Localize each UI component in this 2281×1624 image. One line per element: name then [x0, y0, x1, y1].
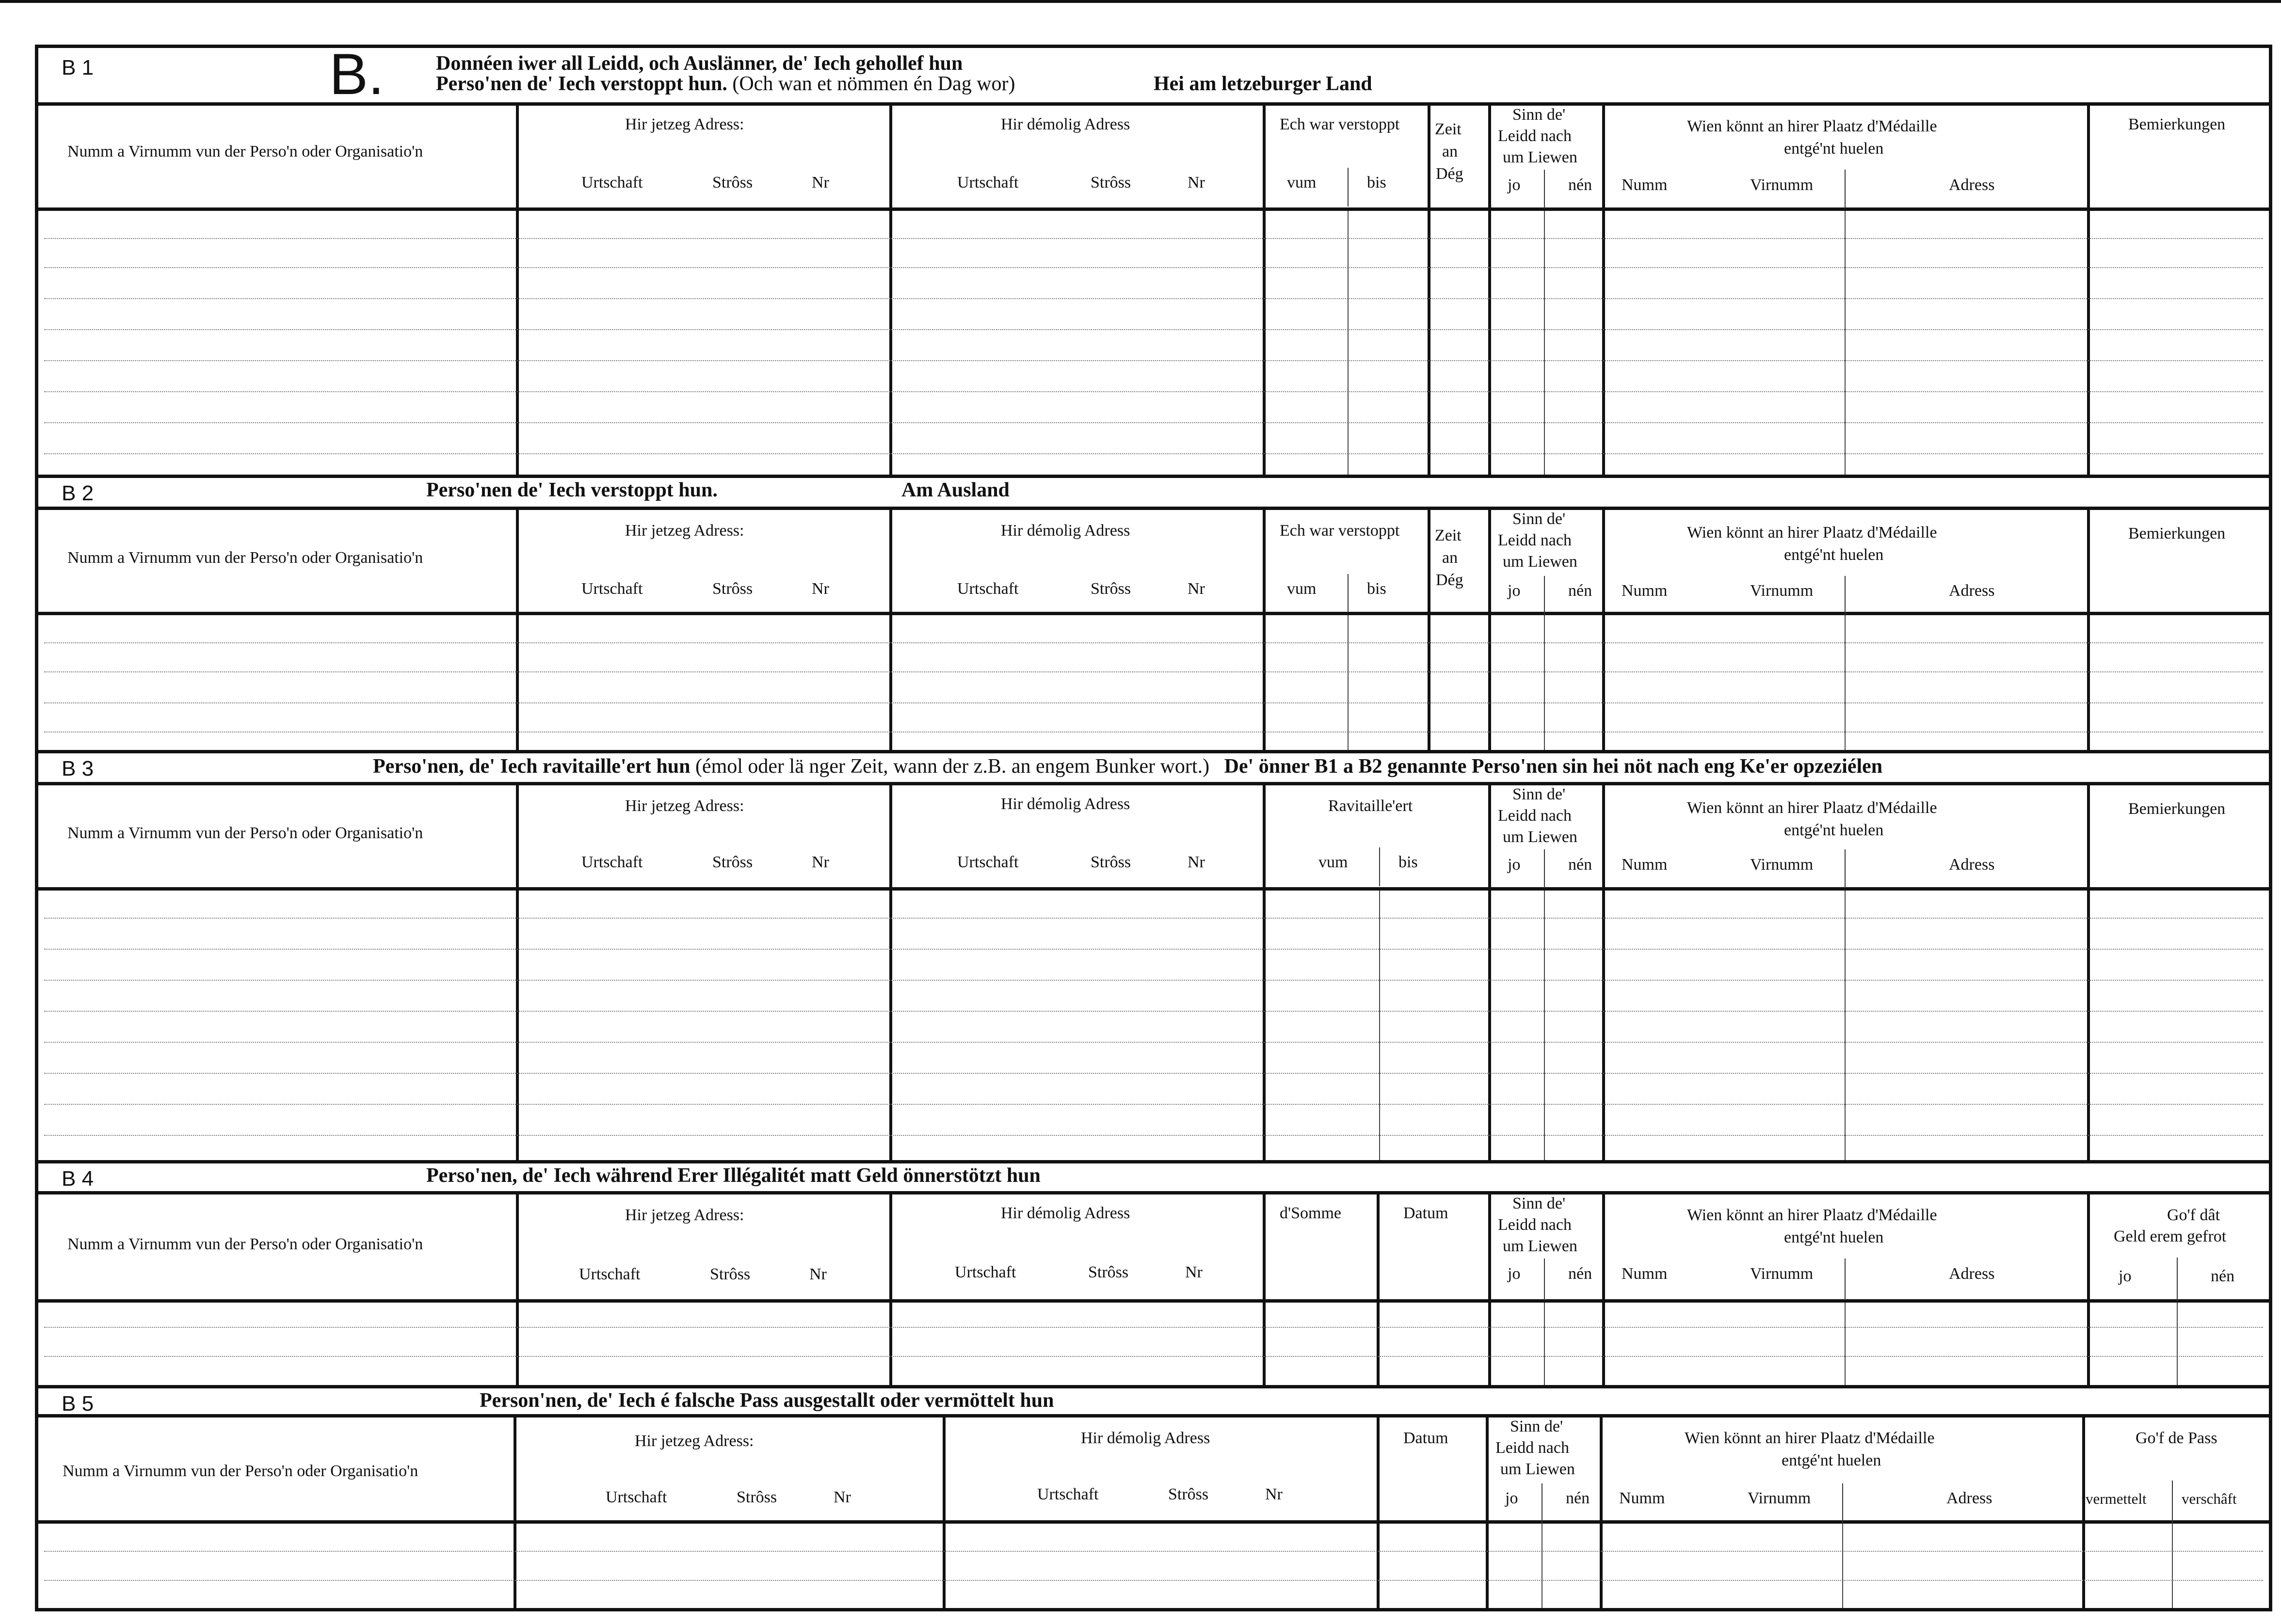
header-virnumm: Virnumm	[1750, 582, 1814, 600]
header-former-address: Hir démolig Adress	[1001, 795, 1130, 813]
section-b2	[38, 475, 2269, 750]
header-current-address: Hir jetzeg Adress:	[635, 1432, 754, 1450]
header-hidden: Ech war verstoppt	[1280, 522, 1400, 540]
header-adress: Adress	[1946, 1489, 1992, 1507]
header-stross: Strôss	[712, 853, 753, 871]
title-text: Perso'nen de' Iech verstoppt hun.	[436, 73, 727, 95]
header-row	[38, 782, 2269, 891]
entry-rows[interactable]	[38, 211, 2269, 475]
section-b1	[38, 42, 2269, 475]
top-rule	[0, 0, 2281, 3]
header-zeit: Zeit	[1435, 526, 1462, 544]
header-virnumm: Virnumm	[1750, 176, 1814, 194]
header-leidd-nach: Leidd nach	[1498, 1216, 1572, 1234]
header-stross: Strôss	[712, 580, 753, 598]
header-bemierkungen: Bemierkungen	[2128, 525, 2226, 542]
header-urtschaft: Urtschaft	[1037, 1485, 1099, 1503]
header-name: Numm a Virnumm vun der Perso'n oder Organisatio'n	[67, 549, 423, 567]
header-medaille: Wien könnt an hirer Plaatz d'Médaille	[1687, 799, 1937, 817]
header-medaille: Wien könnt an hirer Plaatz d'Médaille	[1685, 1429, 1935, 1447]
section-code: B 3	[62, 757, 94, 780]
header-jo: jo	[1508, 1265, 1521, 1283]
header-medaille: Wien könnt an hirer Plaatz d'Médaille	[1687, 524, 1937, 541]
section-title: Perso'nen de' Iech verstoppt hun.	[426, 479, 718, 501]
section-code: B 1	[62, 56, 94, 80]
header-virnumm: Virnumm	[1750, 1265, 1814, 1283]
header-leidd-nach: Leidd nach	[1495, 1439, 1569, 1457]
header-geld-2: Geld erem gefrot	[2114, 1227, 2227, 1245]
header-urtschaft: Urtschaft	[957, 174, 1019, 191]
header-datum: Datum	[1403, 1429, 1448, 1447]
header-current-address: Hir jetzeg Adress:	[625, 797, 744, 815]
header-adress: Adress	[1949, 582, 1995, 600]
header-former-address: Hir démolig Adress	[1001, 115, 1130, 133]
header-an: an	[1442, 143, 1458, 160]
header-nr: Nr	[1185, 1263, 1203, 1281]
header-medaille: Wien könnt an hirer Plaatz d'Médaille	[1687, 1206, 1937, 1224]
header-row	[38, 1191, 2269, 1303]
header-current-address: Hir jetzeg Adress:	[625, 115, 744, 133]
header-jo: jo	[2119, 1267, 2132, 1285]
header-vermettelt: vermettelt	[2086, 1490, 2147, 1507]
header-stross: Strôss	[1091, 580, 1131, 598]
section-code: B 4	[62, 1167, 94, 1191]
section-title-line2	[436, 72, 1015, 96]
header-bemierkungen: Bemierkungen	[2128, 800, 2226, 818]
header-name: Numm a Virnumm vun der Perso'n oder Organisatio'n	[67, 824, 423, 842]
header-name: Numm a Virnumm vun der Perso'n oder Organisatio'n	[67, 1235, 423, 1253]
header-sinn: Sinn de'	[1512, 785, 1566, 803]
header-um-liewen: um Liewen	[1503, 148, 1577, 166]
header-urtschaft: Urtschaft	[606, 1488, 667, 1506]
header-row	[38, 1414, 2269, 1524]
header-nen: nén	[1566, 1489, 1590, 1507]
header-urtschaft: Urtschaft	[955, 1263, 1016, 1281]
header-former-address: Hir démolig Adress	[1081, 1429, 1210, 1447]
form-letter: B.	[329, 42, 385, 107]
header-bis: bis	[1367, 174, 1386, 191]
header-stross: Strôss	[737, 1488, 777, 1506]
section-b4	[38, 1160, 2269, 1385]
header-virnumm: Virnumm	[1748, 1489, 1811, 1507]
header-nr: Nr	[1188, 853, 1205, 871]
section-b3	[38, 750, 2269, 1160]
header-nen: nén	[2211, 1267, 2235, 1285]
header-urtschaft: Urtschaft	[957, 853, 1019, 871]
header-verschaft: verschâft	[2182, 1490, 2237, 1507]
header-medaille-2: entgé'nt huelen	[1784, 140, 1884, 158]
header-medaille-2: entgé'nt huelen	[1784, 1228, 1884, 1246]
header-row	[38, 507, 2269, 615]
section-code: B 2	[62, 481, 94, 505]
section-location: Hei am letzeburger Land	[1154, 73, 1372, 95]
header-an: an	[1442, 549, 1458, 567]
header-nr: Nr	[1265, 1485, 1283, 1503]
title-note: (émol oder lä nger Zeit, wann der z.B. an engem Bunker wort.)	[695, 755, 1210, 778]
header-numm: Numm	[1622, 176, 1668, 194]
header-jo: jo	[1508, 856, 1521, 874]
header-stross: Strôss	[710, 1265, 751, 1283]
header-bemierkungen: Bemierkungen	[2128, 115, 2226, 133]
header-nr: Nr	[809, 1265, 827, 1283]
header-um-liewen: um Liewen	[1503, 1237, 1577, 1255]
header-deg: Dég	[1436, 165, 1463, 183]
header-nr: Nr	[834, 1488, 851, 1506]
header-virnumm: Virnumm	[1750, 856, 1814, 874]
header-nr: Nr	[1188, 174, 1205, 191]
section-b5	[38, 1385, 2269, 1615]
header-sinn: Sinn de'	[1512, 1194, 1566, 1212]
header-sinn: Sinn de'	[1510, 1417, 1563, 1435]
header-current-address: Hir jetzeg Adress:	[625, 1206, 744, 1224]
header-adress: Adress	[1949, 856, 1995, 874]
header-numm: Numm	[1622, 856, 1668, 874]
header-urtschaft: Urtschaft	[579, 1265, 641, 1283]
header-urtschaft: Urtschaft	[957, 580, 1019, 598]
section-location: Am Ausland	[901, 479, 1010, 501]
header-zeit: Zeit	[1435, 120, 1462, 138]
header-urtschaft: Urtschaft	[581, 174, 643, 191]
header-medaille-2: entgé'nt huelen	[1784, 546, 1884, 564]
header-former-address: Hir démolig Adress	[1001, 522, 1130, 540]
header-hidden: Ech war verstoppt	[1280, 115, 1400, 133]
header-nen: nén	[1568, 856, 1592, 874]
header-bis: bis	[1367, 580, 1386, 598]
section-title-line1: Donnéen iwer all Leidd, och Auslänner, de' Iech gehollef hun	[436, 52, 963, 75]
header-somme: d'Somme	[1280, 1204, 1342, 1222]
header-stross: Strôss	[1168, 1485, 1209, 1503]
entry-rows[interactable]	[38, 1524, 2269, 1608]
header-numm: Numm	[1622, 1265, 1668, 1283]
header-stross: Strôss	[712, 174, 753, 191]
header-adress: Adress	[1949, 1265, 1995, 1283]
header-sinn: Sinn de'	[1512, 510, 1566, 528]
header-nr: Nr	[812, 580, 829, 598]
header-numm: Numm	[1622, 582, 1668, 600]
entry-rows[interactable]	[38, 1303, 2269, 1385]
header-leidd-nach: Leidd nach	[1498, 531, 1572, 549]
entry-rows[interactable]	[38, 615, 2269, 750]
header-row	[38, 102, 2269, 211]
header-urtschaft: Urtschaft	[581, 580, 643, 598]
section-code: B 5	[62, 1392, 94, 1416]
form-frame	[35, 42, 2272, 1611]
title-text: Perso'nen, de' Iech ravitaille'ert hun	[373, 755, 691, 778]
header-leidd-nach: Leidd nach	[1498, 127, 1572, 145]
header-nen: nén	[1568, 176, 1592, 194]
header-name: Numm a Virnumm vun der Perso'n oder Organisatio'n	[67, 143, 423, 160]
header-jo: jo	[1508, 176, 1521, 194]
section-title: Perso'nen, de' Iech während Erer Illégalitét matt Geld önnerstötzt hun	[426, 1164, 1041, 1187]
header-vum: vum	[1318, 853, 1348, 871]
header-nen: nén	[1568, 1265, 1592, 1283]
header-stross: Strôss	[1091, 853, 1131, 871]
header-leidd-nach: Leidd nach	[1498, 807, 1572, 825]
header-name: Numm a Virnumm vun der Perso'n oder Organisatio'n	[63, 1462, 418, 1480]
header-adress: Adress	[1949, 176, 1995, 194]
header-datum: Datum	[1403, 1204, 1448, 1222]
section-title	[373, 755, 1882, 778]
header-um-liewen: um Liewen	[1500, 1460, 1575, 1478]
header-medaille: Wien könnt an hirer Plaatz d'Médaille	[1687, 117, 1937, 135]
header-pass: Go'f de Pass	[2136, 1429, 2217, 1447]
header-vum: vum	[1287, 580, 1317, 598]
header-bis: bis	[1398, 853, 1418, 871]
header-um-liewen: um Liewen	[1503, 828, 1577, 846]
header-stross: Strôss	[1088, 1263, 1129, 1281]
header-jo: jo	[1508, 582, 1521, 600]
header-ravitailleert: Ravitaille'ert	[1328, 797, 1413, 815]
header-nr: Nr	[812, 174, 829, 191]
header-deg: Dég	[1436, 571, 1463, 589]
title-extra: De' önner B1 a B2 genannte Perso'nen sin hei nöt nach eng Ke'er opzeziélen	[1224, 755, 1883, 778]
header-medaille-2: entgé'nt huelen	[1782, 1451, 1881, 1469]
header-stross: Strôss	[1091, 174, 1131, 191]
header-nr: Nr	[1188, 580, 1205, 598]
header-current-address: Hir jetzeg Adress:	[625, 522, 744, 540]
entry-rows[interactable]	[38, 891, 2269, 1160]
header-jo: jo	[1505, 1489, 1518, 1507]
section-title: Person'nen, de' Iech é falsche Pass ausgestallt oder vermöttelt hun	[480, 1389, 1054, 1412]
header-former-address: Hir démolig Adress	[1001, 1204, 1130, 1222]
title-note: (Och wan et nömmen én Dag wor)	[732, 73, 1015, 95]
header-geld: Go'f dât	[2167, 1206, 2220, 1224]
header-um-liewen: um Liewen	[1503, 553, 1577, 571]
header-medaille-2: entgé'nt huelen	[1784, 821, 1884, 839]
header-vum: vum	[1287, 174, 1317, 191]
header-nen: nén	[1568, 582, 1592, 600]
header-urtschaft: Urtschaft	[581, 853, 643, 871]
header-numm: Numm	[1619, 1489, 1665, 1507]
header-sinn: Sinn de'	[1512, 106, 1566, 124]
header-nr: Nr	[812, 853, 829, 871]
